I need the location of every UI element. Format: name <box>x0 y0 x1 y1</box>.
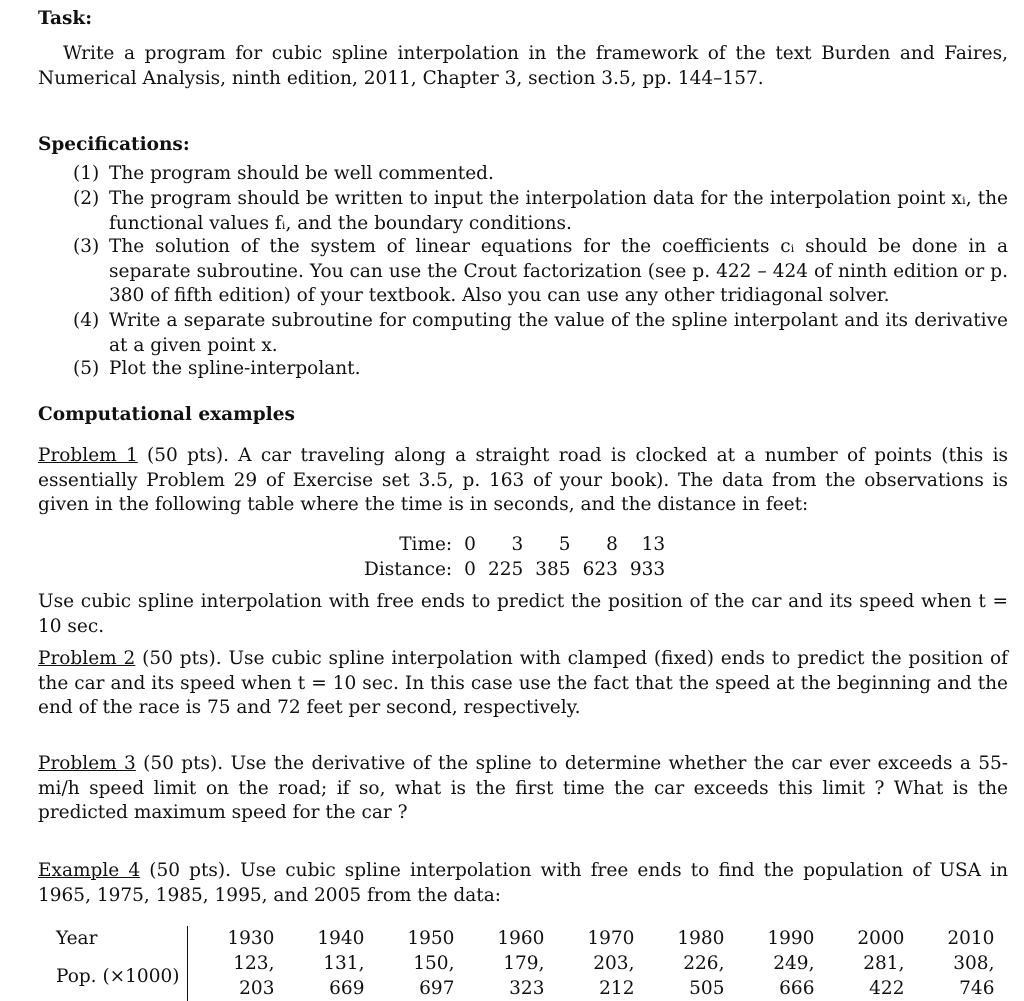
spec-text: The solution of the system of linear equations for the coefficients cᵢ should be done in a separate subroutine. You can use the Crout factorization (see p. 422 – 424 of ninth edition or p. 380 of fifth edition) of your textbook. Also you can use any other tridiagonal solver. <box>109 236 1008 306</box>
problem-2-body: (50 pts). Use cubic spline interpolation with clamped (fixed) ends to predict the position of the car and its speed when t = 10 sec. In this case use the fact that the speed at the beginning and the end of the race is 75 and 72 feet per second, respectively. <box>38 648 1008 718</box>
table-row-population <box>50 951 1000 1001</box>
table-row-distance <box>358 557 671 582</box>
problem-3-text <box>38 752 1008 826</box>
table-cell: 3 <box>511 534 524 555</box>
table-cell: 249, 666 <box>773 953 815 999</box>
task-text: Write a program for cubic spline interpolation in the framework of the text Burden and Faires, Numerical Analysis, ninth edition, 2011, Chapter 3, section 3.5, pp. 144–157. <box>38 43 1008 89</box>
table-cell: 13 <box>641 534 666 555</box>
problem-1-label: Problem 1 <box>38 445 138 466</box>
table-row-time <box>358 532 671 557</box>
computational-heading: Computational examples <box>38 404 295 425</box>
spec-number: (4) <box>73 310 100 331</box>
table-cell: 8 <box>606 534 618 555</box>
table-cell: 1950 <box>407 928 455 949</box>
table-cell: 150, 697 <box>413 953 455 999</box>
example-4-body: (50 pts). Use cubic spline interpolation with free ends to find the population of USA in 1965, 1975, 1985, 1995, and 2005 from the data: <box>38 860 1009 906</box>
table-cell: 179, 323 <box>503 953 545 999</box>
example-4-label: Example 4 <box>38 860 141 881</box>
spec-number: (5) <box>73 358 100 379</box>
table-cell: 1970 <box>587 928 635 949</box>
table-cell: 2000 <box>857 928 905 949</box>
table-cell: 385 <box>535 559 571 580</box>
problem-1-question: Use cubic spline interpolation with free ends to predict the position of the car and its speed when t = 10 sec. <box>38 591 1008 637</box>
table-cell: 1980 <box>677 928 725 949</box>
table-row-year <box>50 926 1000 951</box>
task-heading: Task: <box>38 8 93 29</box>
population-label: Pop. (×1000) <box>50 951 188 1001</box>
table-cell: 131, 669 <box>323 953 365 999</box>
table-cell: 1960 <box>497 928 545 949</box>
specifications-heading: Specifications: <box>38 134 190 155</box>
time-label: Time: <box>399 534 453 555</box>
table-cell: 0 <box>464 534 476 555</box>
example-4-text <box>38 859 1008 908</box>
table-cell: 203, 212 <box>593 953 635 999</box>
car-data-table <box>358 532 671 582</box>
problem-1-text <box>38 444 1008 518</box>
table-cell: 123, 203 <box>233 953 275 999</box>
table-cell: 623 <box>582 559 618 580</box>
table-cell: 5 <box>558 534 571 555</box>
distance-label: Distance: <box>364 559 453 580</box>
spec-text: Plot the spline-interpolant. <box>109 358 361 379</box>
problem-2-label: Problem 2 <box>38 648 136 669</box>
problem-1-body: (50 pts). A car traveling along a straight road is clocked at a number of points (this is essentially Problem 29 of Exercise set 3.5, p. 163 of your book). The data from the observations is given in the following table where the time is in seconds, and the distance in feet: <box>38 445 1008 515</box>
year-label: Year <box>50 926 188 951</box>
spec-item-2 <box>73 187 1008 236</box>
table-cell: 1940 <box>317 928 365 949</box>
table-cell: 933 <box>629 559 666 580</box>
table-cell: 308, 746 <box>953 953 995 999</box>
problem-3-body: (50 pts). Use the derivative of the spline to determine whether the car ever exceeds a 55-mi/h speed limit on the road; if so, what is the first time the car exceeds this limit ? What is the predicted maximum speed for the car ? <box>38 753 1008 823</box>
table-cell: 1930 <box>227 928 275 949</box>
spec-item-3 <box>73 235 1008 309</box>
spec-text: The program should be well commented. <box>109 163 494 184</box>
table-cell: 225 <box>487 559 524 580</box>
problem-3-label: Problem 3 <box>38 753 136 774</box>
spec-number: (2) <box>73 188 100 209</box>
problem-2-text <box>38 647 1008 721</box>
spec-item-1 <box>73 162 1008 187</box>
spec-item-5 <box>73 357 1008 382</box>
table-cell: 0 <box>464 559 476 580</box>
spec-number: (3) <box>73 236 100 257</box>
spec-number: (1) <box>73 163 100 184</box>
table-cell: 1990 <box>767 928 815 949</box>
table-cell: 281, 422 <box>863 953 905 999</box>
table-cell: 2010 <box>947 928 995 949</box>
spec-text: Write a separate subroutine for computing the value of the spline interpolant and its derivative at a given point x. <box>109 310 1008 356</box>
spec-item-4 <box>73 309 1008 358</box>
spec-text: The program should be written to input the interpolation data for the interpolation point xᵢ, the functional values fᵢ, and the boundary conditions. <box>109 188 1008 234</box>
table-cell: 226, 505 <box>683 953 725 999</box>
